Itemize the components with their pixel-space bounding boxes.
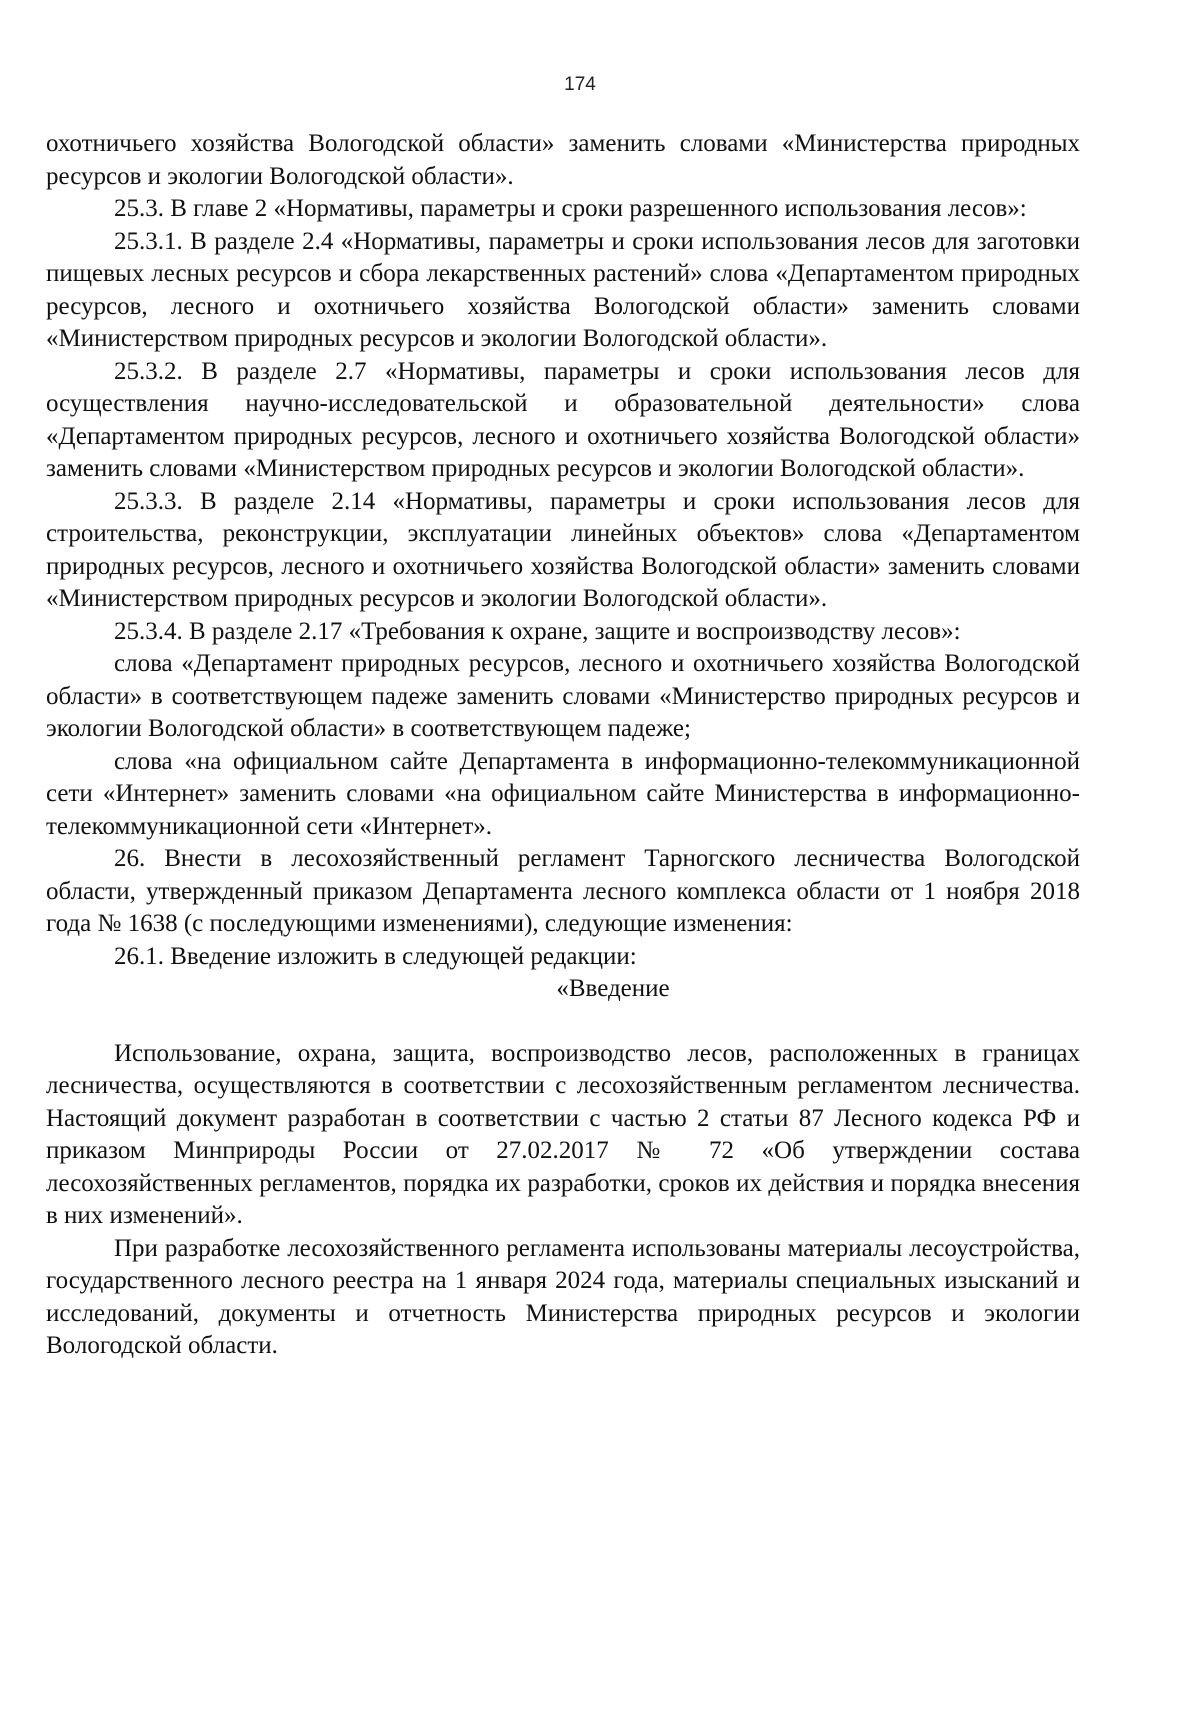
paragraph-25-3-3: 25.3.3. В разделе 2.14 «Нормативы, параметры и сроки использования лесов для строительства, реконструкции, эксплуатации линейных объектов» слова «Департаментом природных ресурсов, лесного и охотничьего хозяйства Вологодской области» заменить словами «Министерством природных ресурсов и экологии Вологодской области». (46, 487, 1080, 612)
paragraph-25-3: 25.3. В главе 2 «Нормативы, параметры и сроки разрешенного использования лесов»: (114, 195, 1027, 222)
paragraph-26: 26. Внести в лесохозяйственный регламент Тарногского лесничества Вологодской области, утвержденный приказом Департамента лесного комплекса области от 1 ноября 2018 года № 1638 (с последующими изменениями), следующие изменения: (46, 845, 1080, 937)
blank-line (46, 1006, 1080, 1038)
paragraph-introduction-2: При разработке лесохозяйственного регламента использованы материалы лесоустройства, государственного лесного реестра на 1 января 2024 года, материалы специальных изысканий и исследований, документы и отчетность Министерства природных ресурсов и экологии Вологодской области. (46, 1234, 1080, 1359)
paragraph-25-3-2: 25.3.2. В разделе 2.7 «Нормативы, параметры и сроки использования лесов для осуществления научно-исследовательской и образовательной деятельности» слова «Департаментом природных ресурсов, лесного и охотничьего хозяйства Вологодской области» заменить словами «Министерством природных ресурсов и экологии Вологодской области». (46, 357, 1080, 482)
document-body (46, 128, 1080, 1363)
paragraph-introduction-1: Использование, охрана, защита, воспроизводство лесов, расположенных в границах лесничества, осуществляются в соответствии с лесохозяйственным регламентом лесничества. Настоящий документ разработан в соответствии с частью 2 статьи 87 Лесного кодекса РФ и приказом Минприроды России от 27.02.2017 № 72 «Об утверждении состава лесохозяйственных регламентов, порядка их разработки, сроков их действия и порядка внесения в них изменений». (46, 1039, 1080, 1229)
paragraph-words-website: слова «на официальном сайте Департамента в информационно-телекоммуникационной сети «Интернет» заменить словами «на официальном сайте Министерства в информационно-телекоммуникационной сети «Интернет». (46, 747, 1080, 840)
paragraph-25-3-4: 25.3.4. В разделе 2.17 «Требования к охране, защите и воспроизводству лесов»: (114, 617, 961, 645)
paragraph-words-department: слова «Департамент природных ресурсов, лесного и охотничьего хозяйства Вологодской области» в соответствующем падеже заменить словами «Министерство природных ресурсов и экологии Вологодской области» в соответствующем падеже; (46, 650, 1080, 742)
section-heading-introduction: «Введение (556, 975, 670, 1002)
paragraph-continuation: охотничьего хозяйства Вологодской области» заменить словами «Министерства природных ресурсов и экологии Вологодской области». (46, 130, 1080, 190)
page-number: 174 (564, 74, 596, 95)
paragraph-26-1: 26.1. Введение изложить в следующей редакции: (114, 942, 637, 970)
paragraph-25-3-1: 25.3.1. В разделе 2.4 «Нормативы, параметры и сроки использования лесов для заготовки пищевых лесных ресурсов и сбора лекарственных растений» слова «Департаментом природных ресурсов, лесного и охотничьего хозяйства Вологодской области» заменить словами «Министерством природных ресурсов и экологии Вологодской области». (46, 227, 1080, 352)
